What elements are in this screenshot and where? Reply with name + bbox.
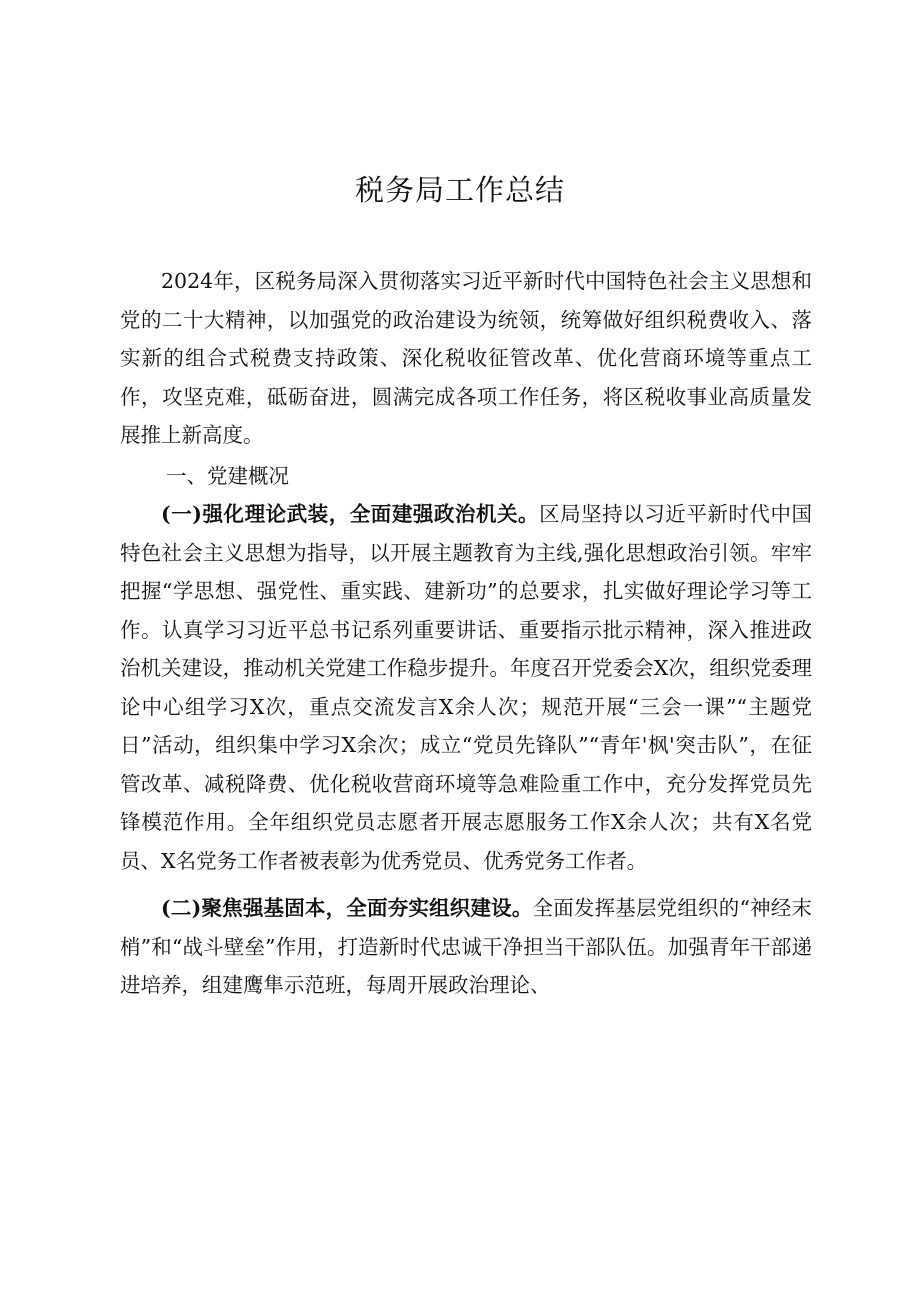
intro-paragraph: 2024年，区税务局深入贯彻落实习近平新时代中国特色社会主义思想和党的二十大精神，以加强党的政治建设为统领，统筹做好组织税费收入、落实新的组合式税费支持政策、深化税收征管改革、优化营商环境等重点工作，攻坚克难，砥砺奋进，圆满完成各项工作任务，将区税收事业高质量发展推上新高度。 <box>120 269 812 447</box>
document-body <box>120 262 812 1005</box>
item-1-paragraph <box>120 495 812 880</box>
item-2-paragraph <box>120 889 812 1005</box>
item-2-lead: (二)聚焦强基固本，全面夯实组织建设。 <box>161 896 533 920</box>
document-title: 税务局工作总结 <box>354 173 565 207</box>
item-1-text: 区局坚持以习近平新时代中国特色社会主义思想为指导，以开展主题教育为主线,强化思想政治引领。牢牢把握“学思想、强党性、重实践、建新功”的总要求，扎实做好理论学习等工作。认真学习习近平总书记系列重要讲话、重要指示批示精神，深入推进政治机关建设，推动机关党建工作稳步提升。年度召开党委会X次，组织党委理论中心组学习X次，重点交流发言X余人次；规范开展“三会一课”“主题党日”活动，组织集中学习X余次；成立“党员先锋队”“青年'枫'突击队”，在征管改革、减税降费、优化税收营商环境等急难险重工作中，充分发挥党员先锋模范作用。全年组织党员志愿者开展志愿服务工作X余人次；共有X名党员、X名党务工作者被表彰为优秀党员、优秀党务工作者。 <box>120 502 813 873</box>
item-2-text: 全面发挥基层党组织的“神经末梢”和“战斗壁垒”作用，打造新时代忠诚干净担当干部队伍。加强青年干部递进培养，组建鹰隼示范班，每周开展政治理论、 <box>120 896 812 997</box>
section-heading-party-building: 一、党建概况 <box>166 463 289 488</box>
paragraph-gap <box>120 880 812 889</box>
item-1-lead: (一)强化理论武装，全面建强政治机关。 <box>161 502 540 526</box>
